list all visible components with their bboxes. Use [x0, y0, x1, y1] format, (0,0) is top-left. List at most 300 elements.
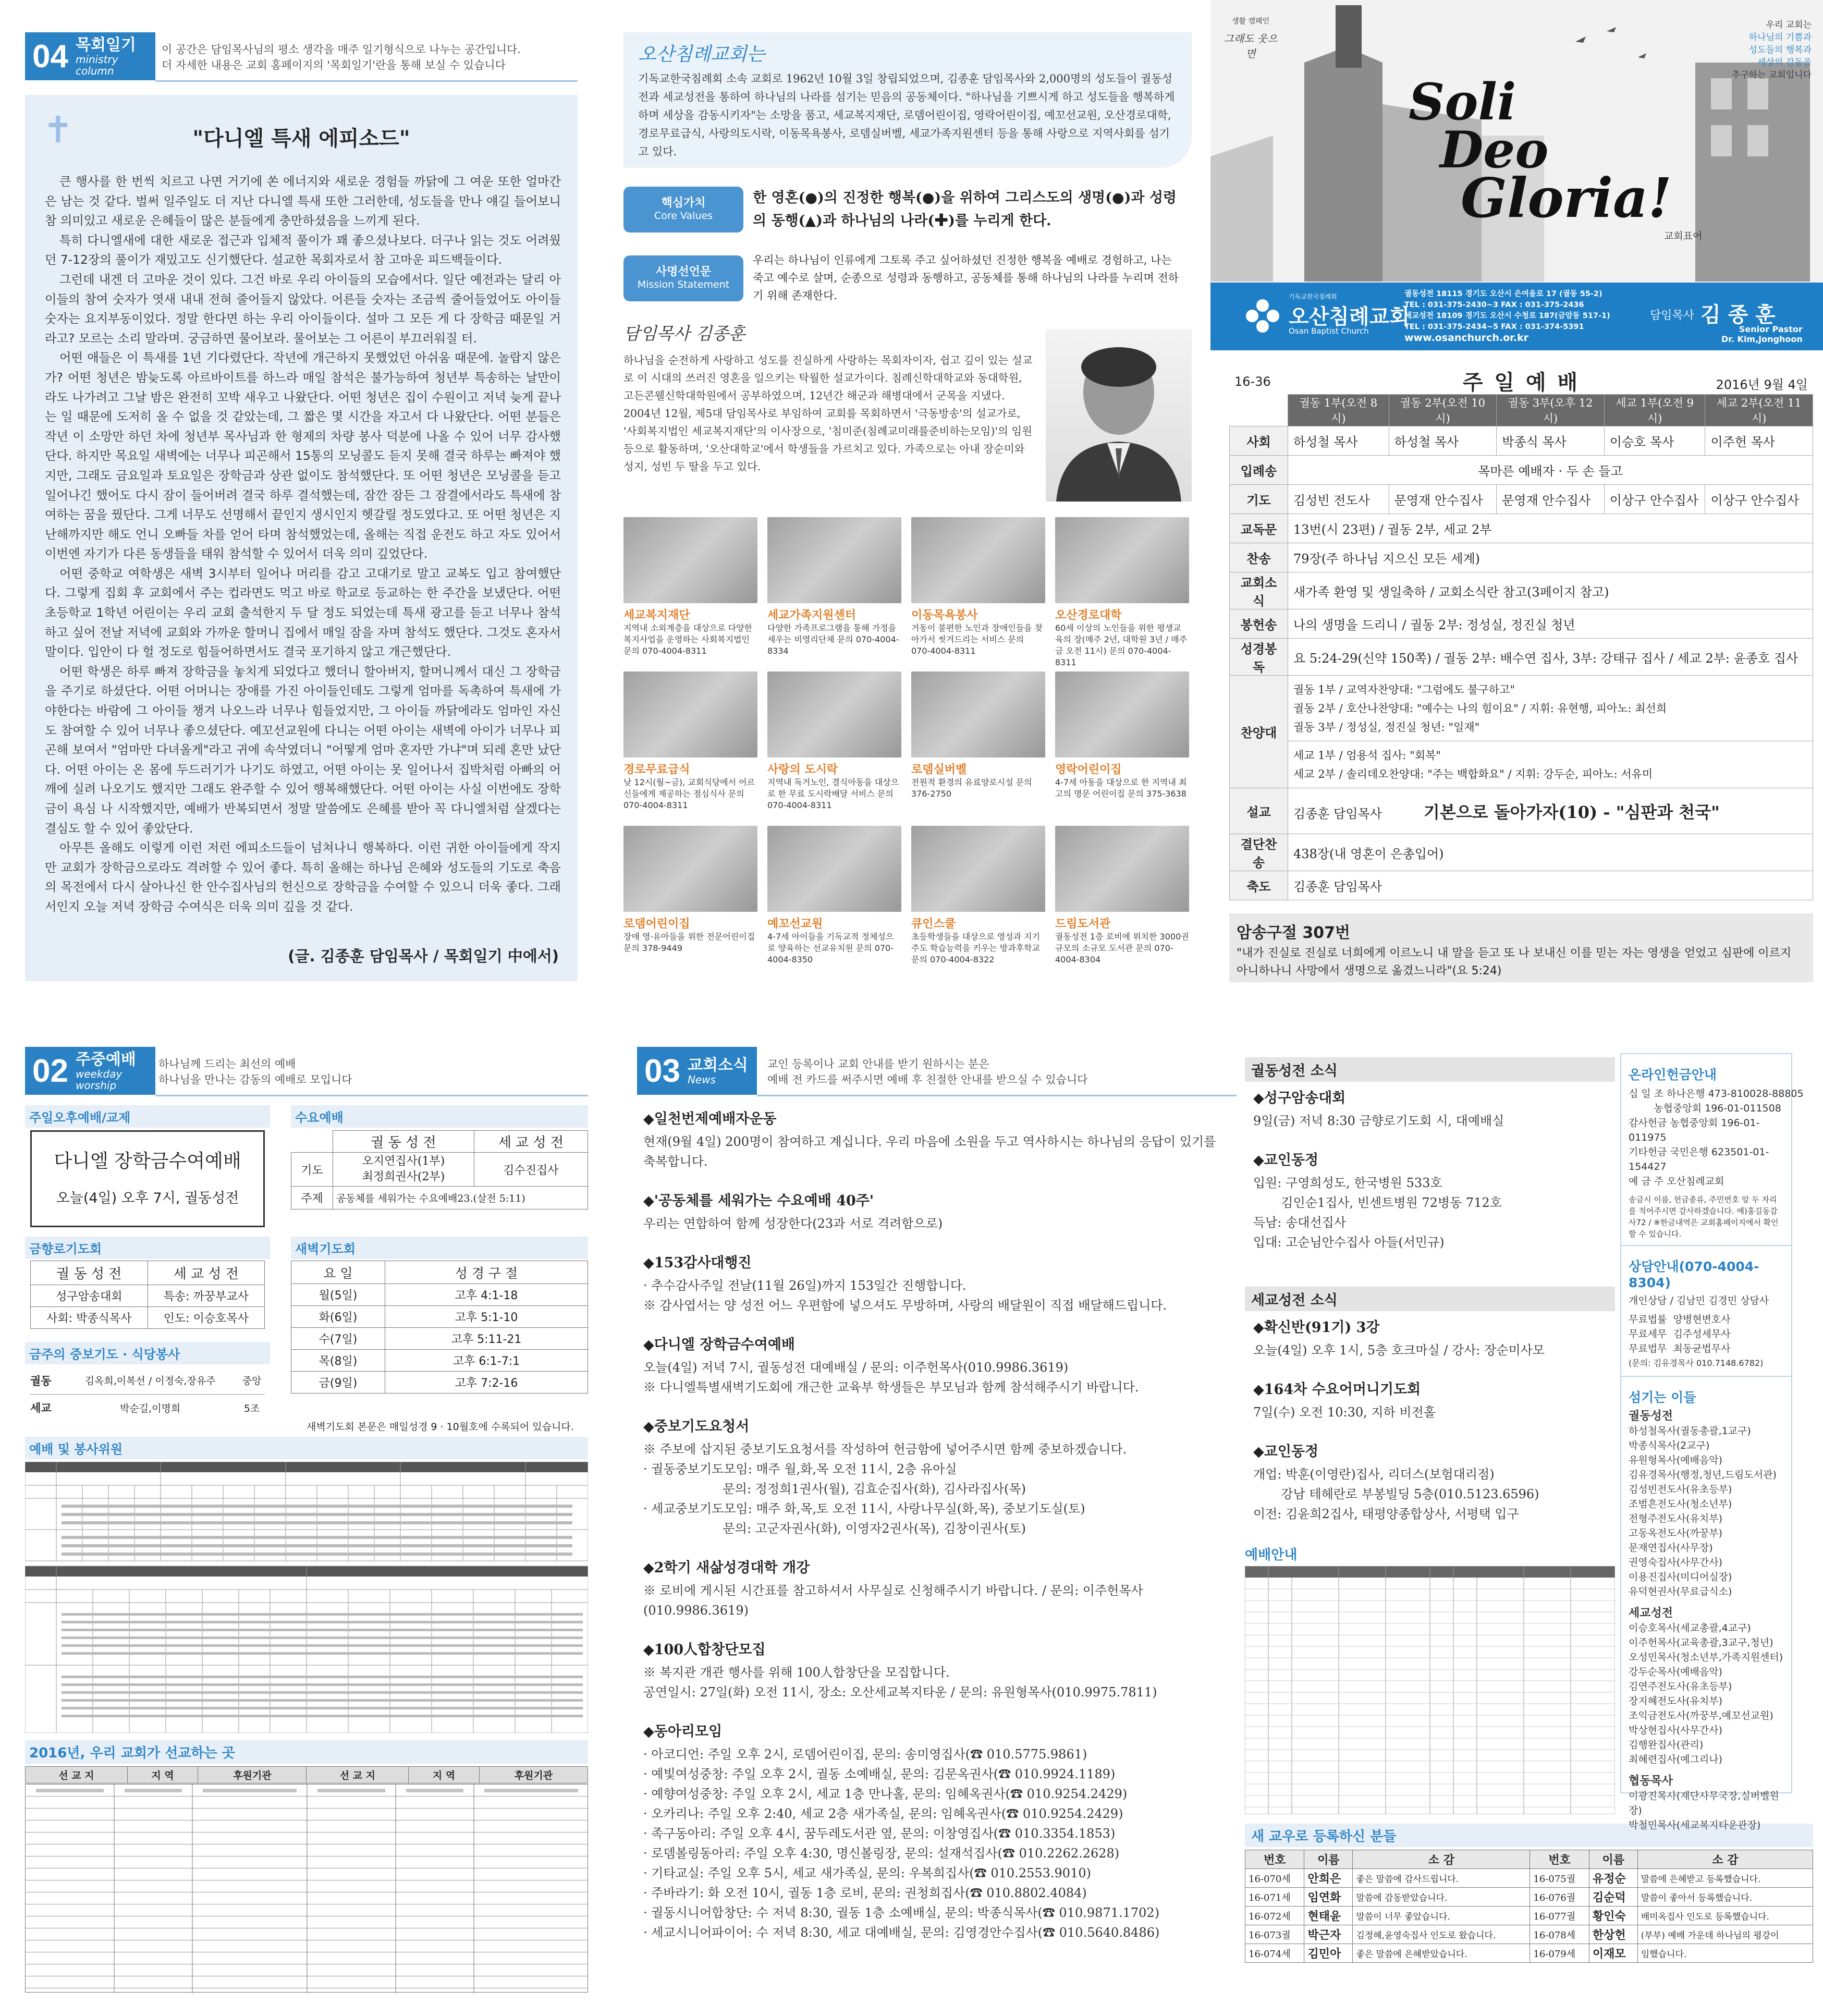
service-header: 궐동 1부(오전 8시)	[1288, 395, 1389, 426]
cell: 16-071세	[1245, 1888, 1304, 1907]
bulletin-issue: 16-36	[1234, 374, 1271, 389]
cell: 이주헌 목사	[1705, 426, 1813, 456]
ministry-desc: 지역내 독거노인, 결식아동을 대상으로 한 무료 도시락배달 서비스 문의 070-4004-8311	[767, 777, 899, 810]
service-header: 세교 1부(오전 9시)	[1604, 395, 1705, 426]
news-heading: ◆교인동정	[1253, 1152, 1319, 1168]
intro-title: 오산침례교회는	[638, 44, 765, 65]
ministry-photo	[1055, 671, 1189, 757]
campaign-title: 그래도 웃으면	[1224, 32, 1278, 60]
staff-item: 권영숙집사(사무간사)	[1629, 1557, 1723, 1568]
phone-line: TEL : 031-375-2434~5 FAX : 031-374-5391	[1404, 323, 1584, 331]
memory-verse-title: 암송구절 307번	[1237, 924, 1350, 942]
cross-icon: ✝	[43, 108, 74, 151]
cell: 이상구 안수집사	[1604, 485, 1705, 514]
cover-panel	[1210, 0, 1823, 350]
ministry-photo	[767, 671, 901, 757]
cell: 목마른 예배자 · 두 손 들고	[1288, 456, 1813, 485]
ministry-title: 예꼬선교원	[767, 918, 823, 931]
cell: 임연화	[1304, 1888, 1353, 1907]
section-name: 목회일기	[75, 35, 136, 54]
wed-heading: 수요예배	[291, 1105, 588, 1128]
row-label: 찬송	[1230, 543, 1288, 572]
service-header: 궐동 2부(오전 10시)	[1389, 395, 1497, 426]
news-heading: ◆164차 수요어머니기도회	[1253, 1382, 1421, 1398]
news-list	[643, 1090, 1227, 1942]
phone-line: TEL : 031-375-2430~3 FAX : 031-375-2436	[1404, 301, 1584, 309]
section-number: 02	[32, 1053, 68, 1089]
ministry-title: 이동목욕봉사	[911, 609, 978, 622]
choir-line: 궐동 3부 / 정성실, 정진실 청년: "일재"	[1293, 720, 1480, 734]
ministry-desc: 낮 12시(월~금), 교회식당에서 어르신들에게 제공하는 점심식사 문의 070-4004-8311	[623, 777, 755, 810]
motto	[1409, 72, 1672, 230]
staff-item: 김행완집사(관리)	[1629, 1739, 1704, 1751]
news-heading: ◆153감사대행진	[643, 1255, 752, 1271]
worship-order-panel	[1229, 365, 1813, 988]
ministry-photo	[1055, 517, 1189, 603]
paragraph: 어떤 학생은 하루 빠져 장학금을 놓치게 되었다고 했더니 할아버지, 할머니께서 대신 그 장학금을 주기로 하셨단다. 어떤 어머니는 장애를 가진 아이들인데도 그렇게 엄마를 독촉하여 특새에 가야한다는 바람에 그 아이들 챙겨 나오느라 너무나 힘들었지만, 그 아이들 까닭에라도 엄마인 자신도 참여할 수 있어 너무나 좋으셨단다. 예꼬선교원에 다니는 어떤 아이는 새벽에 아이가 너무나 피곤해 보여서 "엄마만 다녀올게"라고 귀에 속삭였더니 "어떻게 엄마 혼자만 가냐"며 되레 혼만 났단다. 어떤 아이는 온 몸에 두드러기가 나기도 하였고, 어떤 아이는 못 일어나서 집박처럼 아빠의 어깨에 실려 나오기도 했지만 그래도 완주할 수 있어 행복해했단다. 어떤 아이는 사실 이번에도 장학금이 욕심 나 시작했지만, 예배가 반복되면서 정말 말씀에도 은혜를 받아 꼭 다니엘처럼 살겠다는 결심도 할 수 있어 좋았단다.	[45, 664, 561, 836]
ministry-photo	[623, 517, 757, 603]
staff-item: 이광진목사(재단사무국장,실버벨원장)	[1629, 1790, 1779, 1816]
cell: 79장(주 하나님 지으신 모든 세계)	[1288, 543, 1813, 572]
cell: 16-078세	[1530, 1925, 1589, 1944]
col-header: 궐 동 성 전	[31, 1261, 148, 1285]
news-text: 강남 테헤란로 부봉빌딩 5층(010.5123.6596)	[1253, 1487, 1539, 1501]
cell: 이재모	[1589, 1944, 1637, 1963]
news-heading: ◆교인동정	[1253, 1444, 1319, 1460]
counsel-line: (문의: 김유경목사 010.7148.6782)	[1629, 1358, 1764, 1368]
ministry-desc: 4-7세 아동을 대상으로 한 지역내 최고의 명문 어린이집 문의 375-3638	[1055, 777, 1187, 799]
cell: 고후 5:1-10	[385, 1306, 588, 1328]
ministry-grid	[623, 517, 1192, 976]
cell: 고후 5:11-21	[385, 1328, 588, 1350]
cell: 김종훈 담임목사	[1288, 871, 1813, 900]
missions-heading: 2016년, 우리 교회가 선교하는 곳	[25, 1740, 588, 1764]
staff-item: 유덕현권사(무료급식소)	[1629, 1586, 1732, 1597]
sermon-title: 기본으로 돌아가자(10) - "심판과 천국"	[1423, 802, 1720, 822]
news-heading: ◆100人합창단모집	[643, 1642, 766, 1658]
core-values-label	[623, 187, 743, 233]
row-label: 설교	[1230, 788, 1288, 834]
motto-word: Gloria!	[1461, 166, 1672, 230]
pastor-en-name: Dr. Kim,Jonghoon	[1721, 334, 1803, 344]
section-badge	[637, 1047, 757, 1095]
verse-line: 추구하는 교회입니다	[1731, 70, 1812, 80]
desc-line: 이 공간은 담임목사님의 평소 생각을 매주 일기형식으로 나누는 공간입니다.	[162, 43, 521, 56]
ministry-photo	[1055, 826, 1189, 912]
col-header: 번호	[1530, 1850, 1589, 1869]
offering-line: 감사헌금 농협중앙회 196-01-011975	[1629, 1117, 1760, 1143]
dawn-table	[291, 1261, 588, 1394]
service-heading: 예배 및 봉사위원	[25, 1437, 588, 1459]
intro-text: 기독교한국침례회 소속 교회로 1962년 10월 3일 창립되었으며, 김종훈 담임목사와 2,000명의 성도들이 궐동성전과 세교성전을 통하여 하나님의 나라를 섬기는 믿음의 공동체이다. "하나님을 기쁘시게 하고 성도들을 행복하게 하며 세상을 감동시키자"는 소망을 품고, 세교복지재단, 로뎀어린이집, 영락어린이집, 예꼬선교원, 오산경로대학, 경로무료급식, 사랑의도시락, 이동목욕봉사, 로뎀실버벨, 세교가족지원센터 등을 통해 사랑으로 지역사회를 섬기고 있다.	[638, 72, 1175, 158]
mission-label-ko: 사명선언문	[655, 265, 712, 278]
staff-item: 최혜련집사(예그리나)	[1629, 1754, 1723, 1765]
club-item: · 세교시니어파이어: 수 저녁 8:30, 세교 대예배실, 문의: 김영경안수집사(☎ 010.5640.8486)	[643, 1925, 1160, 1940]
service-roster	[25, 1462, 588, 1733]
desc-line: 더 자세한 내용은 교회 홈페이지의 '목회일기'란을 통해 보실 수 있습니다	[162, 59, 506, 71]
service-header: 세교 2부(오전 11시)	[1705, 395, 1813, 426]
newcomers-heading: 새 교우로 등록하신 분들	[1245, 1824, 1813, 1847]
news-heading: ◆다니엘 장학금수여예배	[643, 1337, 795, 1353]
club-item: · 족구동아리: 주일 오후 4시, 꿈두레도서관 옆, 문의: 이창영집사(☎ 010.3354.1853)	[643, 1826, 1116, 1841]
row-label: 기도	[1230, 485, 1288, 514]
ministry-title: 세교가족지원센터	[767, 609, 857, 622]
ministry-card	[623, 826, 757, 954]
offering-line: 기타헌금 국민은행 623501-01-154427	[1629, 1146, 1769, 1172]
paragraph: 그런데 내겐 더 고마운 것이 있다. 그건 바로 우리 아이들의 모습에서다. 일단 예전과는 달리 아이들의 참여 숫자가 엿새 내내 전혀 줄어들지 않았다. 어른들 숫자는 조금씩 줄어들었어도 아이들 숫자는 요지부동이었다. 정말 한다면 하는 우리 아이들이다. 설마 그 모든 게 다 장학금 때문일 거라고? 모르는 소리 말라며. 궁금하면 물어보라. 물어보는 그 어른이 부끄러워질 터.	[45, 272, 561, 346]
row-label: 찬양대	[1230, 676, 1288, 788]
mission-label-en: Mission Statement	[637, 279, 730, 290]
worship-table	[1229, 394, 1813, 900]
address-line: 세교성전 18109 경기도 오산시 수청로 187(금암동 517-1)	[1404, 312, 1610, 320]
cell: 목(8일)	[291, 1350, 385, 1372]
verse-line: 하나님의 기쁨과	[1748, 32, 1812, 43]
cell: 16-074세	[1245, 1944, 1304, 1963]
cell: 16-077궐	[1530, 1907, 1589, 1925]
cell: 임했습니다.	[1637, 1944, 1813, 1963]
ministry-title: 오산경로대학	[1055, 609, 1122, 622]
cell: 안희은	[1304, 1869, 1353, 1888]
counsel-heading: 상담안내(070-4004-8304)	[1629, 1259, 1759, 1290]
cell: 궐동	[30, 1374, 52, 1387]
staff-item: 장지혜전도사(유치부)	[1629, 1695, 1723, 1707]
cell: 중앙	[242, 1375, 262, 1387]
col-header: 소 감	[1353, 1850, 1530, 1869]
ministry-card	[767, 517, 901, 657]
cell: 16-070세	[1245, 1869, 1304, 1888]
cell: 16-073궐	[1245, 1925, 1304, 1944]
ministry-column-panel	[25, 32, 578, 981]
ministry-desc: 장애 영·유아들을 위한 전문어린이집 문의 378-9449	[623, 932, 755, 953]
cell: 금(9일)	[291, 1372, 385, 1394]
ministry-photo	[767, 517, 901, 603]
news-text: 현재(9월 4일) 200명이 참여하고 계십니다. 우리 마음에 소원을 두고 역사하시는 하나님의 응답이 있기를 축복합니다.	[643, 1134, 1216, 1169]
cell: 말씀에 감동받았습니다.	[1353, 1888, 1530, 1907]
cell: 새가족 환영 및 생일축하 / 교회소식란 참고(3페이지 참고)	[1288, 572, 1813, 609]
section-name-en: weekday worship	[75, 1067, 123, 1092]
sermon-preacher: 김종훈 담임목사	[1293, 806, 1382, 821]
staff-item: 김성빈전도사(유초등부)	[1629, 1484, 1732, 1495]
cell: 김옥희,이복선 / 이정숙,장유주	[84, 1375, 216, 1387]
counsel-line: 무료세무 김주성세무사	[1629, 1328, 1731, 1340]
ministry-card	[911, 517, 1045, 657]
cell: 화(6일)	[291, 1306, 385, 1328]
dawn-note: 새벽기도회 본문은 매일성경 9 · 10월호에 수록되어 있습니다.	[307, 1421, 574, 1433]
staff-item: 이용진집사(미디어실장)	[1629, 1571, 1732, 1583]
ministry-card	[1055, 671, 1189, 800]
ministry-title: 경로무료급식	[623, 763, 690, 776]
motto-word: Deo	[1440, 120, 1549, 179]
col-header: 세 교 성 전	[474, 1131, 588, 1153]
news-text: 오늘(4일) 저녁 7시, 궐동성전 대예배실 / 문의: 이주헌목사(010.9986.3619)	[643, 1360, 1069, 1375]
church-intro-panel	[623, 32, 1192, 981]
news-text: 입원: 구영희성도, 한국병원 533호	[1253, 1176, 1442, 1190]
staff-heading: 섬기는 이들	[1629, 1390, 1696, 1405]
paragraph: 특히 다니엘새에 대한 새로운 접근과 입체적 풀이가 꽤 좋으셨나보다. 더구나 읽는 것도 어려웠던 7-12장의 풀이가 재밌고도 신기했단다. 설교한 목회자로서 참 고마운 피드백들이다.	[45, 233, 561, 267]
row-label: 결단찬송	[1230, 834, 1288, 871]
cell: 고후 6:1-7:1	[385, 1350, 588, 1372]
cell: 현태윤	[1304, 1907, 1353, 1925]
cell: 한상헌	[1589, 1925, 1637, 1944]
news-text: 우리는 연합하여 함께 성장한다(23과 서로 격려함으로)	[643, 1216, 943, 1231]
desc-line: 하나님을 만나는 감동의 예배로 모입니다	[158, 1073, 352, 1086]
row-label: 성경봉독	[1230, 639, 1288, 676]
ministry-desc: 다양한 가족프로그램을 통해 가정을 세우는 비영리단체 문의 070-4004-8334	[767, 623, 899, 656]
staff-item: 박종식목사(2교구)	[1629, 1440, 1710, 1451]
ministry-desc: 전원적 환경의 유료양로시설 문의 376-2750	[911, 777, 1032, 799]
core-label-ko: 핵심가치	[661, 197, 706, 210]
choir-line: 세교 1부 / 엄용석 집사: "회복"	[1293, 749, 1441, 762]
choir-cell	[1288, 741, 1813, 788]
ministry-desc: 거동이 불편한 노인과 장애인들을 찾아가서 씻겨드리는 서비스 문의 070-4004-8311	[911, 623, 1043, 656]
news-heading: ◆'공동체를 세워가는 수요예배 40주'	[643, 1193, 874, 1209]
ministry-card	[1055, 826, 1189, 966]
worship-title: 주 일 예 배	[1462, 370, 1580, 395]
worship-guide-table	[1245, 1566, 1615, 1814]
missions-grid	[26, 1785, 589, 1993]
worship-guide-grid	[1245, 1566, 1615, 1814]
col-header: 후원기관	[198, 1767, 307, 1783]
friday-table	[30, 1261, 265, 1329]
cell: 16-076궐	[1530, 1888, 1589, 1907]
ministry-card	[623, 517, 757, 657]
pastor-name: 김 종 훈	[1700, 303, 1776, 327]
row-label: 기도	[291, 1153, 333, 1187]
news-text: ※ 복지관 개관 행사를 위해 100人합창단을 모집합니다.	[643, 1665, 950, 1680]
cell: 유정순	[1589, 1869, 1637, 1888]
pastor-bio: 하나님을 순전하게 사랑하고 성도를 진실하게 사랑하는 목회자이자, 쉽고 깊이 있는 설교로 이 시대의 쓰러진 영혼을 일으키는 탁월한 설교가이다. 침례신학대학교와 동대학원, 고든콘웰신학대학원에서 공부하였으며, 12년간 해군과 해병대에서 군목을 지냈다. 2004년 12월, 제5대 담임목사로 부임하여 교회를 목회하면서 '극동방송'의 설교가로, '사회복지법인 세교복지재단'의 이사장으로, '침미준(침례교미래를준비하는모임)'의 임원 등으로 활동하며, '오산대학교'에서 학생들을 가르치고 있다. 가족으로는 아내 장순미와 성지, 성빈 두 딸을 두고 있다.	[623, 354, 1033, 473]
ministry-photo	[911, 517, 1045, 603]
ministry-desc: 60세 이상의 노인들을 위한 평생교육의 장(매주 2년, 대학원 3년 / 매주 금 오전 11시) 문의 070-4004-8311	[1055, 623, 1188, 667]
service-header: 궐동 3부(오후 12시)	[1497, 395, 1605, 426]
column-body	[45, 172, 561, 917]
row-label: 교회소식	[1230, 572, 1288, 609]
news-heading: ◆성구암송대회	[1253, 1090, 1346, 1106]
staff-item: 이승호목사(세교총괄,4교구)	[1629, 1622, 1751, 1634]
ministry-photo	[911, 671, 1045, 757]
section-badge	[25, 32, 155, 80]
col-header: 이름	[1589, 1850, 1637, 1869]
cell: 438장(내 영혼이 은총입어)	[1288, 834, 1813, 871]
sunday-box	[30, 1130, 265, 1227]
club-item: · 아코디언: 주일 오후 2시, 로뎀어린이집, 문의: 송미영집사(☎ 010.5775.9861)	[643, 1747, 1087, 1762]
website-link[interactable]: www.osanchurch.or.kr	[1404, 332, 1529, 344]
cell: 문영재 안수집사	[1389, 485, 1497, 514]
desc-line: 교인 등록이나 교회 안내를 받기 원하시는 분은	[767, 1058, 989, 1070]
intercession-table	[30, 1367, 265, 1421]
news-text: 9일(금) 저녁 8:30 금향로기도회 시, 대예배실	[1253, 1114, 1504, 1128]
cell: 말씀이 너무 좋았습니다.	[1353, 1907, 1530, 1925]
staff-item: 강두순목사(예배음악)	[1629, 1666, 1723, 1678]
cell: 말씀이 좋아서 등록했습니다.	[1637, 1888, 1813, 1907]
row-label: 교독문	[1230, 514, 1288, 543]
counsel-sub: 개인상담 / 김남민 김경민 상담사	[1629, 1295, 1769, 1306]
offering-line: 십 일 조 하나은행 473-810028-88805	[1629, 1088, 1804, 1099]
col-header: 이름	[1304, 1850, 1353, 1869]
counsel-line: 무료법무 최동균법무사	[1629, 1343, 1731, 1354]
news-text: ※ 주보에 삽지된 중보기도요청서를 작성하여 헌금함에 넣어주시면 함께 중보하겠습니다.	[643, 1442, 1127, 1457]
cell: 박순길,이명희	[120, 1402, 181, 1414]
section-name: 주중예배	[75, 1050, 136, 1069]
col-header: 궐 동 성 전	[333, 1131, 474, 1153]
cell: 김성빈 전도사	[1288, 485, 1389, 514]
staff-item: 문재연집사(사무장)	[1629, 1542, 1713, 1554]
core-label-en: Core Values	[654, 210, 713, 222]
core-values-text: 한 영혼(●)의 진정한 행복(●)을 위하여 그리스도의 생명(●)과 성령의 동행(▲)과 하나님의 나라(✚)를 누리게 한다.	[753, 190, 1177, 229]
section-description	[162, 42, 631, 73]
cell: 세교	[30, 1402, 52, 1415]
ministry-title: 로뎀실버벨	[911, 763, 967, 776]
cell: 박종식 목사	[1497, 426, 1605, 456]
church-logo-icon	[1242, 295, 1283, 339]
section-description	[767, 1056, 1237, 1088]
staff-campus: 궐동성전	[1629, 1410, 1673, 1423]
col-header: 성 경 구 절	[385, 1261, 588, 1284]
club-item: · 예빛여성중창: 주일 오후 2시, 궐동 소예배실, 문의: 김문옥권사(☎ 010.9924.1189)	[643, 1767, 1116, 1781]
cell: 수(7일)	[291, 1328, 385, 1350]
row-label: 사회	[1230, 426, 1288, 456]
cell: 배미옥집사 인도로 등록했습니다.	[1637, 1907, 1813, 1925]
mission-label	[623, 255, 743, 301]
news-text: 문의: 정정희1권사(월), 김효순집사(화), 김사라집사(목)	[643, 1482, 1026, 1496]
worship-guide-heading: 예배안내	[1245, 1547, 1298, 1563]
cell: 좋은 말씀에 감사드립니다.	[1353, 1869, 1530, 1888]
ministry-desc: 4-7세 아이들을 기독교적 정체성으로 양육하는 선교유치원 문의 070-4004-8350	[767, 932, 894, 964]
cell: 김수진집사	[474, 1153, 588, 1187]
missions-table	[25, 1766, 588, 1783]
col-header: 지 역	[127, 1767, 198, 1783]
cell: 월(5일)	[291, 1284, 385, 1306]
club-item: · 궐동시니어합창단: 수 저녁 8:30, 궐동 1층 소예배실, 문의: 박종식목사(☎ 010.9871.1702)	[643, 1905, 1160, 1920]
cell: 5조	[243, 1402, 260, 1414]
news-heading: ◆중보기도요청서	[643, 1419, 750, 1435]
section-number: 04	[32, 38, 68, 75]
ministry-title: 로뎀어린이집	[623, 918, 690, 931]
desc-line: 예배 전 카드를 써주시면 예배 후 친절한 안내를 받으실 수 있습니다	[767, 1073, 1088, 1086]
news-text: · 세교중보기도모임: 매주 화,목,토 오전 11시, 사랑나무실(화,목), 중보기도실(토)	[643, 1501, 1085, 1516]
section-number: 03	[644, 1053, 680, 1089]
ministry-card	[911, 671, 1045, 800]
section-name-en: News	[687, 1073, 716, 1086]
cell: 고후 7:2-16	[385, 1372, 588, 1394]
memory-verse-text: "내가 진실로 진실로 너희에게 이르노니 내 말을 듣고 또 나 보내신 이를 믿는 자는 영생을 얻었고 심판에 이르지 아니하나니 사망에서 생명으로 옮겼느니라"(요 5:24)	[1237, 947, 1792, 978]
choir-line: 궐동 2부 / 호산나찬양대: "예수는 나의 힘이요" / 지휘: 유현행, 피아노: 최선희	[1293, 702, 1667, 715]
news-text: 문의: 고군자권사(화), 이영자2권사(목), 김창이권사(토)	[643, 1521, 1026, 1536]
paragraph: 어떤 중학교 여학생은 새벽 3시부터 일어나 머리를 감고 고대기로 말고 교복도 입고 참여했단다. 그렇게 집회 후 교회에서 주는 컵라면도 먹고 바로 학교로 등교하는 한 주간을 보냈단다. 어떤 초등학교 1학년 어린이는 우리 교회 출석한지 두 달 정도 되었는데 특새 광고를 듣고 너무나 참석하고 싶어 전날 저녁에 교회와 가까운 할머니 집에서 매일 잠을 자며 참석도 했단다. 그것도 혼자서 말이다. 입안이 다 헐 정도로 힘들어하면서도 결국 포기하지 않고 개근했단다.	[45, 566, 561, 659]
church-bar	[1210, 283, 1823, 350]
cell: 13번(시 23편) / 궐동 2부, 세교 2부	[1288, 514, 1813, 543]
news-text: · 궐동중보기도모임: 매주 월,화,목 오전 11시, 2층 유아실	[643, 1462, 957, 1476]
ministry-title: 세교복지재단	[623, 609, 690, 622]
bulletin-date: 2016년 9월 4일	[1716, 377, 1808, 392]
col-header: 선 교 지	[307, 1767, 409, 1783]
pastor-en-title: Senior Pastor	[1739, 324, 1803, 334]
gwondong-heading: 궐동성전 소식	[1245, 1057, 1615, 1082]
ministry-card	[767, 826, 901, 966]
verse-line: 세상의 감동을	[1757, 57, 1812, 68]
col-header: 세 교 성 전	[148, 1261, 265, 1285]
cell: 이승호 목사	[1604, 426, 1705, 456]
ministry-title: 사랑의 도시락	[767, 763, 838, 776]
church-name: 오산침례교회	[1289, 305, 1410, 329]
col-header: 지 역	[409, 1767, 480, 1783]
ministry-card	[911, 826, 1045, 966]
cell: 16-079세	[1530, 1944, 1589, 1963]
club-item: · 기타교실: 주일 오후 5시, 세교 새가족실, 문의: 우복희집사(☎ 010.2553.9010)	[643, 1866, 1091, 1880]
row-label: 봉헌송	[1230, 609, 1288, 639]
cell: 박근자	[1304, 1925, 1353, 1944]
cell: 하성철 목사	[1389, 426, 1497, 456]
staff-item: 이주헌목사(교육총괄,3교구,청년)	[1629, 1637, 1773, 1648]
choir-line: 궐동 1부 / 교역자찬양대: "그럼에도 불구하고"	[1293, 683, 1515, 696]
gwondong-news	[1253, 1069, 1613, 1252]
row-label: 축도	[1230, 871, 1288, 900]
ministry-photo	[623, 826, 757, 912]
col-header: 후원기관	[479, 1767, 588, 1783]
ministry-card	[767, 671, 901, 811]
offering-line: 농협중앙회 196-01-011508	[1629, 1103, 1781, 1114]
campaign-year: 생활 캠페인	[1231, 17, 1270, 26]
staff-item: 유원형목사(예배음악)	[1629, 1455, 1723, 1466]
cell: 이상구 안수집사	[1705, 485, 1813, 514]
club-item: · 오카리나: 주일 오후 2:40, 세교 2층 새가족실, 문의: 임혜옥권사(☎ 010.9254.2429)	[643, 1806, 1123, 1821]
cell: 하성철 목사	[1288, 426, 1389, 456]
ministry-desc: 초등학생들을 대상으로 영성과 지기주도 학습능력을 키우는 방과후학교 문의 070-4004-8322	[911, 932, 1041, 964]
section-name: 교회소식	[687, 1056, 748, 1074]
cell: 말씀에 은혜받고 등록했습니다.	[1637, 1869, 1813, 1888]
news-text: ※ 로비에 게시된 시간표를 참고하셔서 사무실로 신청해주시기 바랍니다. / 문의: 이주헌목사(010.9986.3619)	[643, 1583, 1143, 1618]
ministry-card	[1055, 517, 1189, 668]
ministry-title: 큐인스쿨	[911, 918, 956, 931]
news-text: 입대: 고순님안수집사 아들(서민규)	[1253, 1235, 1445, 1250]
news-text: ※ 감사엽서는 양 성전 어느 우편함에 넣으셔도 무방하며, 사랑의 배달원이 직접 배달해드립니다.	[643, 1298, 1167, 1313]
cell: 김순덕	[1589, 1888, 1637, 1907]
news-text: 개업: 박훈(이영란)집사, 리더스(보험대리점)	[1253, 1467, 1495, 1482]
col-header: 요 일	[291, 1261, 385, 1284]
cell: 오지연집사(1부) 최정희권사(2부)	[333, 1153, 474, 1187]
news-text: 7일(수) 오전 10:30, 지하 비전홀	[1253, 1405, 1436, 1420]
table-row	[1245, 1907, 1813, 1925]
sunday-heading: 주일오후예배/교제	[25, 1105, 270, 1128]
verse-line: 성도들의 행복과	[1748, 45, 1812, 55]
counsel-line: 무료법률 양병현변호사	[1629, 1314, 1731, 1325]
news-text: ※ 다니엘특별새벽기도회에 개근한 교육부 학생들은 부모님과 함께 참석해주시기 바랍니다.	[643, 1380, 1139, 1395]
ministry-photo	[767, 826, 901, 912]
campaign-label	[1222, 16, 1279, 60]
club-item: · 로뎀볼링동아리: 주일 오후 4:30, 명신볼링장, 문의: 설재석집사(☎ 010.2262.2628)	[643, 1846, 1120, 1861]
ministry-title: 영락어린이집	[1055, 763, 1122, 776]
cell: 인도: 이승호목사	[148, 1307, 265, 1329]
ministry-title: 드림도서관	[1055, 918, 1111, 931]
cell: 특송: 까꿍부교사	[148, 1285, 265, 1307]
staff-item: 전형주전도사(유치부)	[1629, 1513, 1723, 1524]
cell: 고후 4:1-18	[385, 1284, 588, 1306]
col-header: 선 교 지	[26, 1767, 128, 1783]
staff-item: 하성철목사(궐동총괄,1교구)	[1629, 1425, 1751, 1437]
church-denom: 기독교한국침례회	[1289, 293, 1337, 300]
dawn-heading: 새벽기도회	[291, 1237, 588, 1259]
cover-side-verse	[1732, 19, 1812, 81]
ministry-card	[623, 671, 757, 811]
service-roster-grid	[25, 1462, 588, 1733]
cell: 성구암송대회	[31, 1285, 148, 1307]
pastor-photo	[1046, 329, 1192, 502]
news-text: 이전: 김윤희2집사, 태평양종합상사, 서평택 입구	[1253, 1507, 1519, 1521]
sunday-title: 다니엘 장학금수여예배	[54, 1151, 241, 1172]
row-label: 입례송	[1230, 456, 1288, 485]
paragraph: 어떤 애들은 이 특새를 1년 기다렸단다. 작년에 개근하지 못했었던 아쉬움 때문에. 놀랍지 않은가? 어떤 청년은 밤늦도록 아르바이트를 하느라 매일 참석은 불가능하여 청년부 특송하는 날만이라도 나가려고 그날 밤은 완전히 꼬박 새우고 나왔단다. 어떤 청년은 집이 수원이고 저녁 늦게 끝나는 일 때문에 도저히 올 수 없을 것 같았는데, 그 짧은 몇 시간을 자고서 다 나왔단다. 어떤 분들은 작년 이 소망만 하던 차에 청년부 목사님과 한 형제의 차량 봉사 덕분에 나올 수 있어 너무 감사했단다. 하지만 목요일 새벽에는 너무나 피곤해서 15통의 모닝콜도 듣지 못해 결국 하루는 빠져야 했지만, 그래도 금요일과 토요일은 장학금과 상관 없이도 참석했단다. 또 어떤 청년은 모닝콜을 듣고 일어나긴 했어도 다시 잠이 들어버려 결국 하루 결석했는데, 잠깐 잠든 그 잠결에서라도 특새에 참여하는 꿈을 꿨단다. 그게 너무도 선명해서 끝인지 생시인지 헷갈릴 정도였다고. 또 어떤 청년은 지난해까지만 해도 언니 오빠들 차를 얻어 타며 참석했었는데, 올해는 직접 운전도 하고 자도 있어서 이번엔 자기가 다른 동생들을 태워 참석할 수 있어서 더욱 의미 깊었단다.	[45, 351, 561, 561]
staff-item: 조익금전도사(까꿍부,예꼬선교원)	[1629, 1710, 1773, 1721]
